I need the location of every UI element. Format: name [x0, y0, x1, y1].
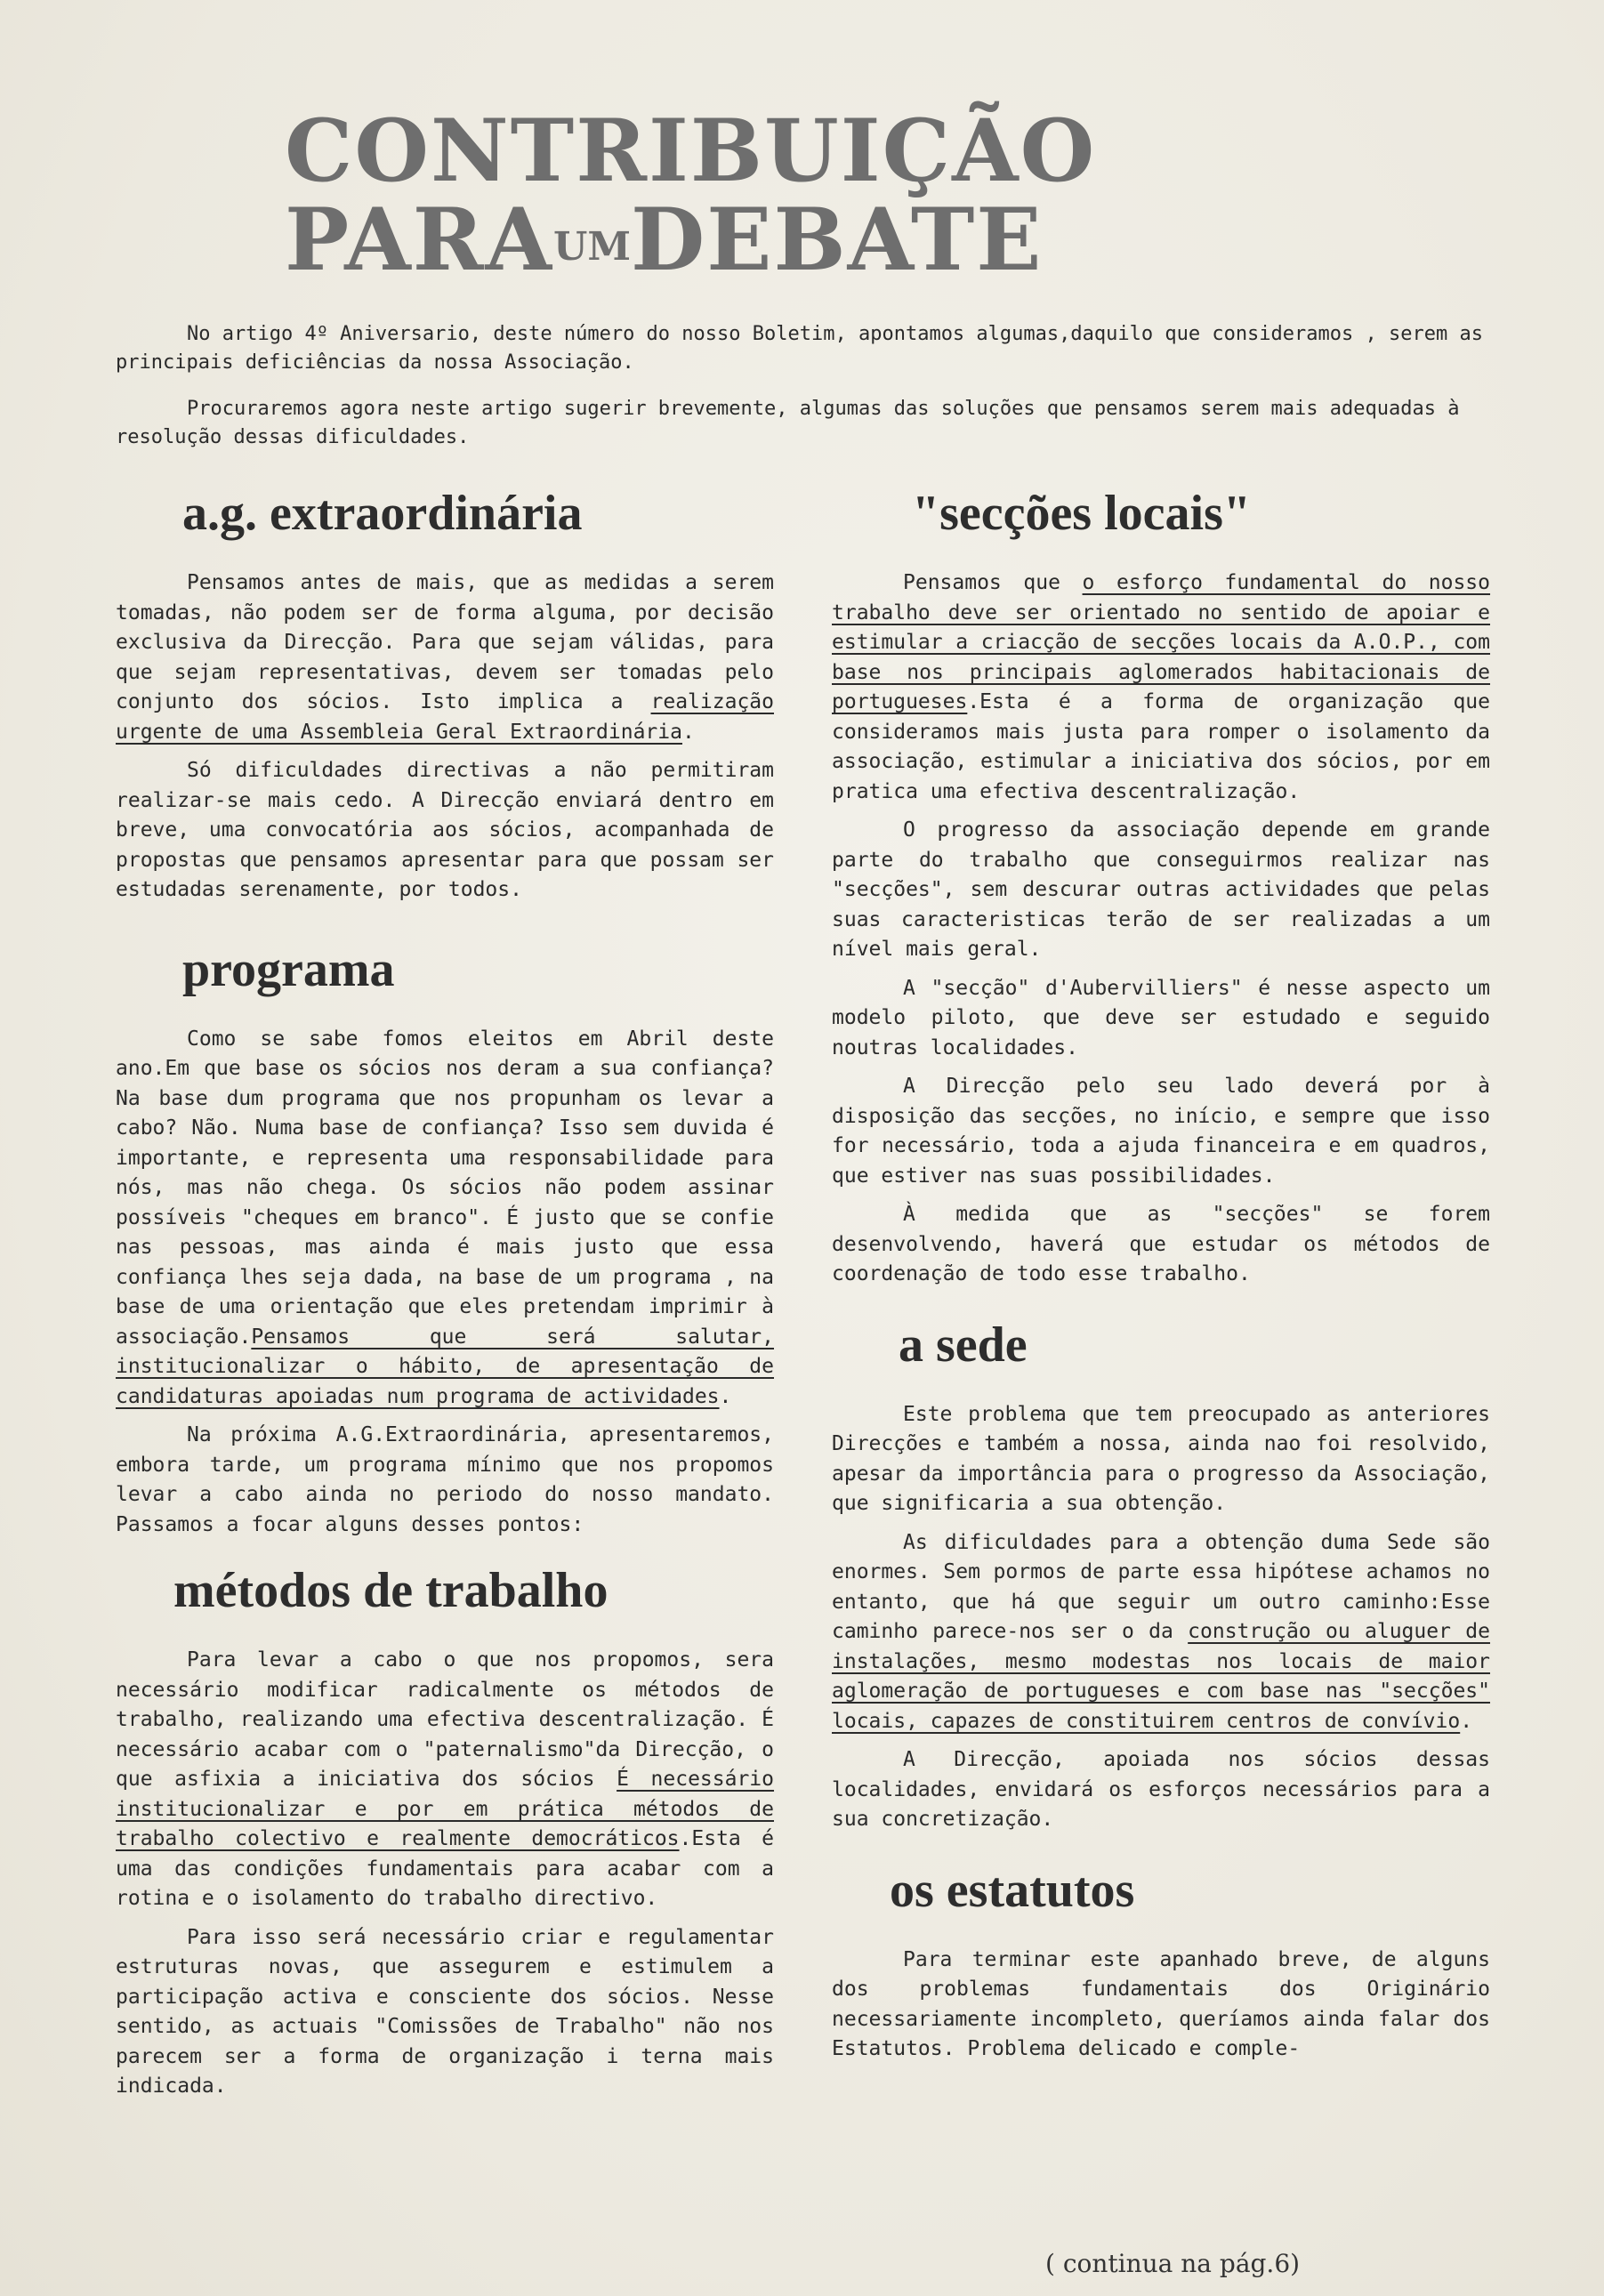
paragraph: Para levar a cabo o que nos propomos, sera necessário modificar radicalmente os métodos de trabalho, realizando uma efectiva descentralização. É necessário acabar com o "paternalismo"da Direcção, o que asfixia a iniciativa dos sócios É necessário institucionalizar e por em prática métodos de trabalho colectivo e realmente democráticos.Esta é uma das condições fundamentais para acabar com a rotina e o isolamento do trabalho directivo.: [116, 1648, 775, 1910]
headline-line-2: PARAUMDEBATE: [285, 189, 1044, 290]
right-column: [832, 485, 1490, 2074]
heading-os-estatutos: os estatutos: [890, 1862, 1135, 1918]
paragraph: Pensamos antes de mais, que as medidas a serem tomadas, não podem ser de forma alguma, por decisão exclusiva da Direcção. Para que sejam válidas, para que sejam representativas, devem ser tomadas pelo conjunto dos sócios. Isto implica a realização urgente de uma Assembleia Geral Extraordinária.: [116, 571, 774, 744]
paragraph: À medida que as "secções" se forem desenvolvendo, haverá que estudar os métodos de coordenação de todo esse trabalho.: [832, 1203, 1490, 1285]
paragraph: Na próxima A.G.Extraordinária, apresentaremos, embora tarde, um programa mínimo que nos propomos levar a cabo ainda no periodo do nosso mandato. Passamos a focar alguns desses pontos:: [116, 1423, 774, 1536]
underlined-text: realização urgente de uma Assembleia Geral Extraordinária: [116, 690, 774, 744]
headline-um: UM: [552, 224, 632, 270]
intro-paragraph-1: No artigo 4º Aniversario, deste número do nosso Boletim, apontamos algumas,daquilo que consideramos , serem as principais deficiências da nossa Associação.: [116, 323, 1483, 374]
heading-seccoes-locais: "secções locais": [912, 486, 1251, 541]
paragraph: Como se sabe fomos eleitos em Abril deste ano.Em que base os sócios nos deram a sua confiança? Na base dum programa que nos propunham os levar a cabo? Não. Numa base de confiança? Isso sem duvida é importante, e representa uma responsabilidade para nós, mas não chega. Os sócios não podem assinar possíveis "cheques em branco". É justo que se confie nas pessoas, mas ainda é mais justo que essa confiança lhes seja dada, na base de um programa , na base de uma orientação que eles pretendam imprimir à associação.Pensamos que será salutar, institucionalizar o hábito, de apresentação de candidaturas apoiadas num programa de actividades.: [116, 1027, 774, 1408]
continuation-note: ( continua na pág.6): [1045, 2249, 1301, 2278]
underlined-text: construção ou aluguer de instalações, mesmo modestas nos locais de maior aglomeração de portugueses e com base nas "secções" locais, capazes de constituirem centros de convívio: [832, 1620, 1490, 1733]
paragraph: Este problema que tem preocupado as anteriores Direcções e também a nossa, ainda nao foi resolvido, apesar da importância para o progresso da Associação, que significaria a sua obtenção.: [832, 1402, 1490, 1515]
left-column: [116, 485, 774, 2111]
underlined-text: o esforço fundamental do nosso trabalho deve ser orientado no sentido de apoiar e estimular a criacção de secções locais da A.O.P., com base nos principais aglomerados habitacionais de portugueses: [832, 571, 1491, 713]
intro: [116, 320, 1486, 470]
heading-programa: programa: [182, 941, 395, 997]
paragraph: As dificuldades para a obtenção duma Sede são enormes. Sem pormos de parte essa hipótese achamos no entanto, que há que seguir um outro caminho:Esse caminho parece-nos ser o da construção ou aluguer de instalações, mesmo modestas nos locais de maior aglomeração de portugueses e com base nas "secções" locais, capazes de constituirem centros de convívio.: [832, 1530, 1490, 1733]
heading-metodos-de-trabalho: métodos de trabalho: [173, 1563, 609, 1618]
underlined-text: Pensamos que será salutar, institucionalizar o hábito, de apresentação de candidaturas apoiadas num programa de actividades: [116, 1325, 774, 1408]
heading-ag-extraordinaria: a.g. extraordinária: [182, 486, 583, 541]
paragraph: O progresso da associação depende em grande parte do trabalho que conseguirmos realizar nas "secções", sem descurar outras actividades que pelas suas caracteristicas terão de ser realizadas a um nível mais geral.: [832, 818, 1490, 961]
paragraph: A Direcção, apoiada nos sócios dessas localidades, envidará os esforços necessários para a sua concretização.: [832, 1748, 1490, 1831]
paragraph: Para terminar este apanhado breve, de alguns dos problemas fundamentais dos Originário necessariamente incompleto, queríamos ainda falar dos Estatutos. Problema delicado e comple-: [832, 1947, 1490, 2060]
headline: [285, 101, 1263, 292]
paragraph: Para isso será necessário criar e regulamentar estruturas novas, que assegurem e estimulem a participação activa e consciente dos sócios. Nesse sentido, as actuais "Comissões de Trabalho" não nos parecem ser a forma de organização i terna mais indicada.: [116, 1925, 774, 2098]
underlined-text: É necessário institucionalizar e por em prática métodos de trabalho colectivo e realmente democráticos: [116, 1768, 775, 1850]
paragraph: Pensamos que o esforço fundamental do nosso trabalho deve ser orientado no sentido de apoiar e estimular a criacção de secções locais da A.O.P., com base nos principais aglomerados habitacionais de portugueses.Esta é a forma de organização que consideramos mais justa para romper o isolamento da associação, estimular a iniciativa dos sócios, por em pratica uma efectiva descentralização.: [832, 571, 1491, 803]
paragraph: Só dificuldades directivas a não permitiram realizar-se mais cedo. A Direcção enviará dentro em breve, uma convocatória aos sócios, acompanhada de propostas que pensamos apresentar para que possam ser estudadas serenamente, por todos.: [116, 759, 774, 901]
headline-line-1: CONTRIBUIÇÃO: [285, 101, 1097, 201]
heading-a-sede: a sede: [899, 1317, 1028, 1373]
intro-paragraph-2: Procuraremos agora neste artigo sugerir brevemente, algumas das soluções que pensamos serem mais adequadas à resolução dessas dificuldades.: [116, 398, 1460, 448]
paragraph: A Direcção pelo seu lado deverá por à disposição das secções, no início, e sempre que isso for necessário, toda a ajuda financeira e em quadros, que estiver nas suas possibilidades.: [832, 1075, 1490, 1188]
paragraph: A "secção" d'Aubervilliers" é nesse aspecto um modelo piloto, que deve ser estudado e seguido noutras localidades.: [832, 976, 1490, 1059]
